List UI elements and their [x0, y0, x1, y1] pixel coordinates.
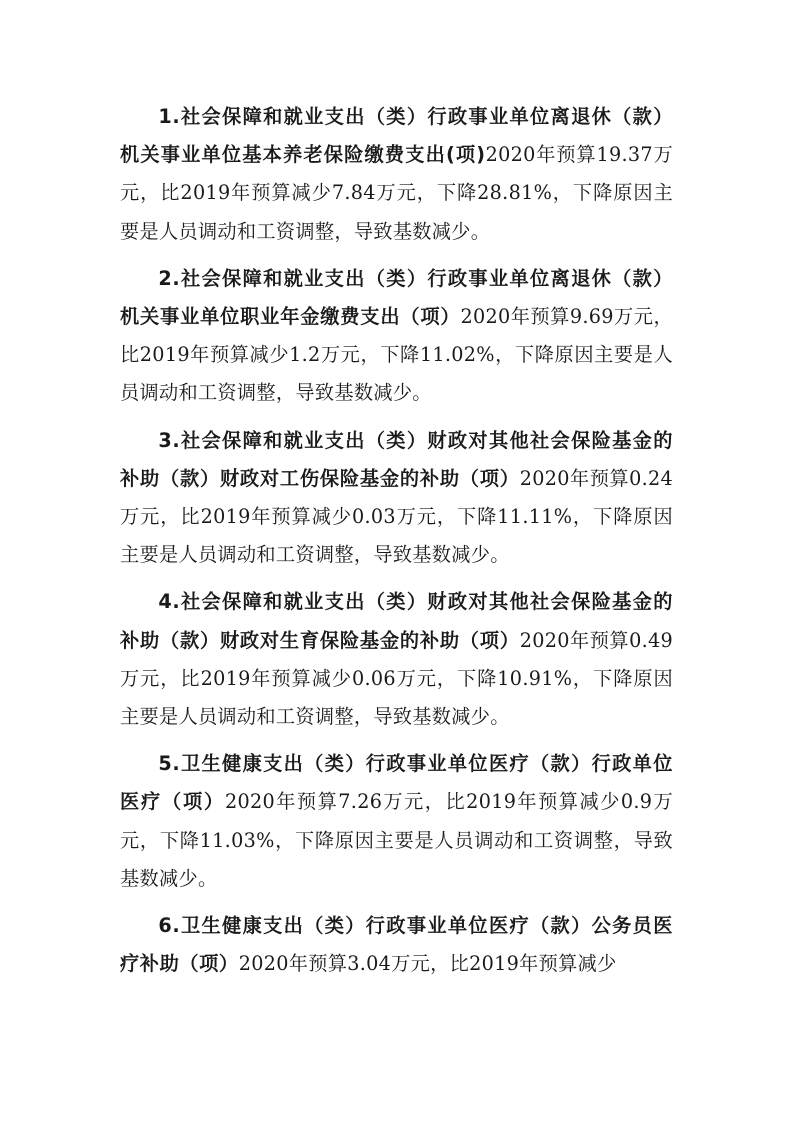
paragraph-6	[120, 907, 673, 983]
paragraph-2-text: 2020年预算9.69万元，比2019年预算减少1.2万元，下降11.02%，下降原因主要是人员调动和工资调整，导致基数减少。	[120, 305, 673, 405]
paragraph-6-heading: 6.卫生健康支出（类）行政事业单位医疗（款）公务员医疗补助（项）	[120, 914, 673, 976]
paragraph-6-text: 2020年预算3.04万元，比2019年预算减少	[238, 952, 617, 976]
paragraph-5-heading: 5.卫生健康支出（类）行政事业单位医疗（款）行政单位医疗（项）	[120, 752, 673, 814]
paragraph-1	[120, 98, 673, 251]
paragraph-4-text: 2020年预算0.49万元，比2019年预算减少0.06万元，下降10.91%，下降原因主要是人员调动和工资调整，导致基数减少。	[120, 628, 674, 729]
paragraph-5	[120, 745, 673, 898]
paragraph-3-text: 2020年预算0.24万元，比2019年预算减少0.03万元，下降11.11%，下降原因主要是人员调动和工资调整，导致基数减少。	[120, 466, 674, 567]
paragraph-2	[120, 260, 673, 413]
paragraph-4-heading: 4.社会保障和就业支出（类）财政对其他社会保险基金的补助（款）财政对生育保险基金的补助（项）	[120, 590, 673, 652]
paragraph-4	[120, 583, 673, 736]
paragraph-1-heading: 1.社会保障和就业支出（类）行政事业单位离退休（款）机关事业单位基本养老保险缴费支出(项)	[120, 105, 673, 167]
paragraph-3	[120, 422, 673, 575]
document-page	[120, 98, 673, 992]
paragraph-3-heading: 3.社会保障和就业支出（类）财政对其他社会保险基金的补助（款）财政对工伤保险基金的补助（项）	[120, 428, 673, 490]
paragraph-5-text: 2020年预算7.26万元，比2019年预算减少0.9万元，下降11.03%，下降原因主要是人员调动和工资调整，导致基数减少。	[120, 790, 673, 890]
paragraph-2-heading: 2.社会保障和就业支出（类）行政事业单位离退休（款）机关事业单位职业年金缴费支出（项）	[120, 266, 673, 329]
paragraph-1-text: 2020年预算19.37万元，比2019年预算减少7.84万元，下降28.81%，下降原因主要是人员调动和工资调整，导致基数减少。	[120, 143, 673, 243]
